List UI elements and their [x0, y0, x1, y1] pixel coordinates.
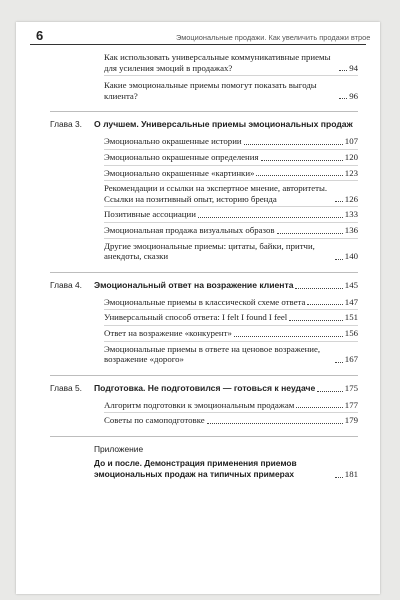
toc-entry-page: 123	[344, 167, 358, 178]
toc-entry-page: 156	[344, 327, 358, 338]
appendix	[16, 444, 380, 480]
chapter-title	[94, 119, 358, 130]
toc-entry-page: 140	[344, 251, 358, 262]
toc-entry	[104, 326, 358, 342]
chapter-title	[94, 280, 358, 291]
dot-leader	[335, 477, 343, 478]
chapter-label: Глава 4.	[50, 279, 82, 290]
toc-entry-page: 136	[344, 224, 358, 235]
section-divider	[50, 436, 358, 437]
dot-leader	[335, 201, 343, 202]
chapter-3	[16, 119, 380, 263]
toc-entry-page: 167	[344, 354, 358, 365]
running-head: Эмоциональные продажи. Как увеличить продажи втрое	[176, 33, 371, 42]
chapter-title-text: О лучшем. Универсальные приемы эмоциональных продаж	[94, 119, 353, 130]
chapter-page: 145	[344, 279, 358, 290]
toc-entry-page: 177	[344, 399, 358, 410]
dot-leader	[295, 288, 342, 289]
section-divider	[50, 272, 358, 273]
page-header	[16, 27, 380, 43]
toc-entry-page: 94	[349, 62, 358, 73]
toc-entry-page: 151	[344, 312, 358, 323]
toc-entry-page: 147	[344, 296, 358, 307]
toc-entry	[104, 295, 358, 311]
toc-entry	[104, 398, 358, 414]
dot-leader	[307, 304, 342, 305]
toc-entry-text: Алгоритм подготовки к эмоциональным продажам	[104, 399, 295, 410]
header-rule	[30, 44, 366, 45]
appendix-label: Приложение	[94, 443, 144, 454]
toc-entry	[104, 223, 358, 239]
section-divider	[50, 111, 358, 112]
dot-leader	[335, 362, 343, 363]
chapter-title-text: Эмоциональный ответ на возражение клиента	[94, 279, 294, 290]
chapter-title	[94, 383, 358, 394]
toc-entry-text: Универсальный способ ответа: I felt I found I feel	[104, 312, 288, 323]
appendix-title-text: До и после. Демонстрация применения приемов эмоциональных продаж на типичных примерах	[94, 457, 297, 479]
dot-leader	[339, 70, 347, 71]
chapter-title-text: Подготовка. Не подготовился — готовься к неудаче	[94, 382, 316, 393]
chapter-label: Глава 3.	[50, 119, 82, 130]
toc-entry-page: 120	[344, 151, 358, 162]
dot-leader	[296, 407, 342, 408]
toc-entry	[104, 134, 358, 150]
toc-entry-text: Какие эмоциональные приемы помогут показать выгоды клиента?	[104, 80, 317, 101]
page-number: 6	[36, 28, 44, 43]
toc-entry-text: Другие эмоциональные приемы: цитаты, байки, притчи, анекдоты, сказки	[104, 240, 315, 262]
toc-entry-page: 179	[344, 415, 358, 426]
toc-entry-page: 133	[344, 209, 358, 220]
appendix-page: 181	[344, 468, 358, 479]
chapter-label: Глава 5.	[50, 382, 82, 393]
toc-entry-text: Эмоциональная продажа визуальных образов	[104, 224, 275, 235]
toc-entry-text: Эмоционально окрашенные «картинки»	[104, 167, 255, 178]
dot-leader	[277, 233, 343, 234]
toc-entry	[104, 413, 358, 428]
toc-entry-text: Как использовать универсальные коммуникативные приемы для усиления эмоций в продажах?	[104, 52, 331, 73]
dot-leader	[317, 391, 342, 392]
chapter-4	[16, 280, 380, 367]
table-of-contents	[16, 52, 380, 480]
toc-entry-page: 107	[344, 136, 358, 147]
chapter-5	[16, 383, 380, 428]
toc-entry	[104, 239, 358, 264]
toc-entry-text: Советы по самоподготовке	[104, 415, 205, 426]
toc-entry	[104, 76, 358, 103]
toc-entry	[104, 166, 358, 182]
toc-entry-page: 96	[349, 90, 358, 101]
dot-leader	[339, 98, 347, 99]
section-divider	[50, 375, 358, 376]
toc-entry	[104, 310, 358, 326]
toc-entry	[104, 52, 358, 76]
chapter-page: 175	[344, 382, 358, 393]
dot-leader	[256, 175, 342, 176]
toc-entry	[104, 150, 358, 166]
dot-leader	[261, 160, 343, 161]
appendix-title	[94, 458, 358, 480]
toc-entry	[104, 342, 358, 367]
book-page	[16, 22, 380, 594]
toc-entry-text: Позитивные ассоциации	[104, 209, 196, 220]
dot-leader	[198, 217, 343, 218]
toc-entry	[104, 181, 358, 207]
toc-entry-text: Эмоциональные приемы в классической схеме ответа	[104, 296, 306, 307]
dot-leader	[244, 144, 343, 145]
dot-leader	[335, 259, 343, 260]
toc-entry	[104, 207, 358, 223]
toc-entry-text: Эмоционально окрашенные определения	[104, 151, 259, 162]
toc-entry-text: Рекомендации и ссылки на экспертное мнение, авторитеты. Ссылки на позитивный опыт, историю бренда	[104, 183, 328, 204]
dot-leader	[289, 320, 343, 321]
toc-entry-text: Эмоционально окрашенные истории	[104, 136, 242, 147]
dot-leader	[234, 336, 343, 337]
toc-entry-page: 126	[344, 193, 358, 204]
toc-entry-text: Ответ на возражение «конкурент»	[104, 327, 232, 338]
toc-entry-text: Эмоциональные приемы в ответе на ценовое возражение, возражение «дорого»	[104, 343, 321, 365]
dot-leader	[207, 423, 343, 424]
